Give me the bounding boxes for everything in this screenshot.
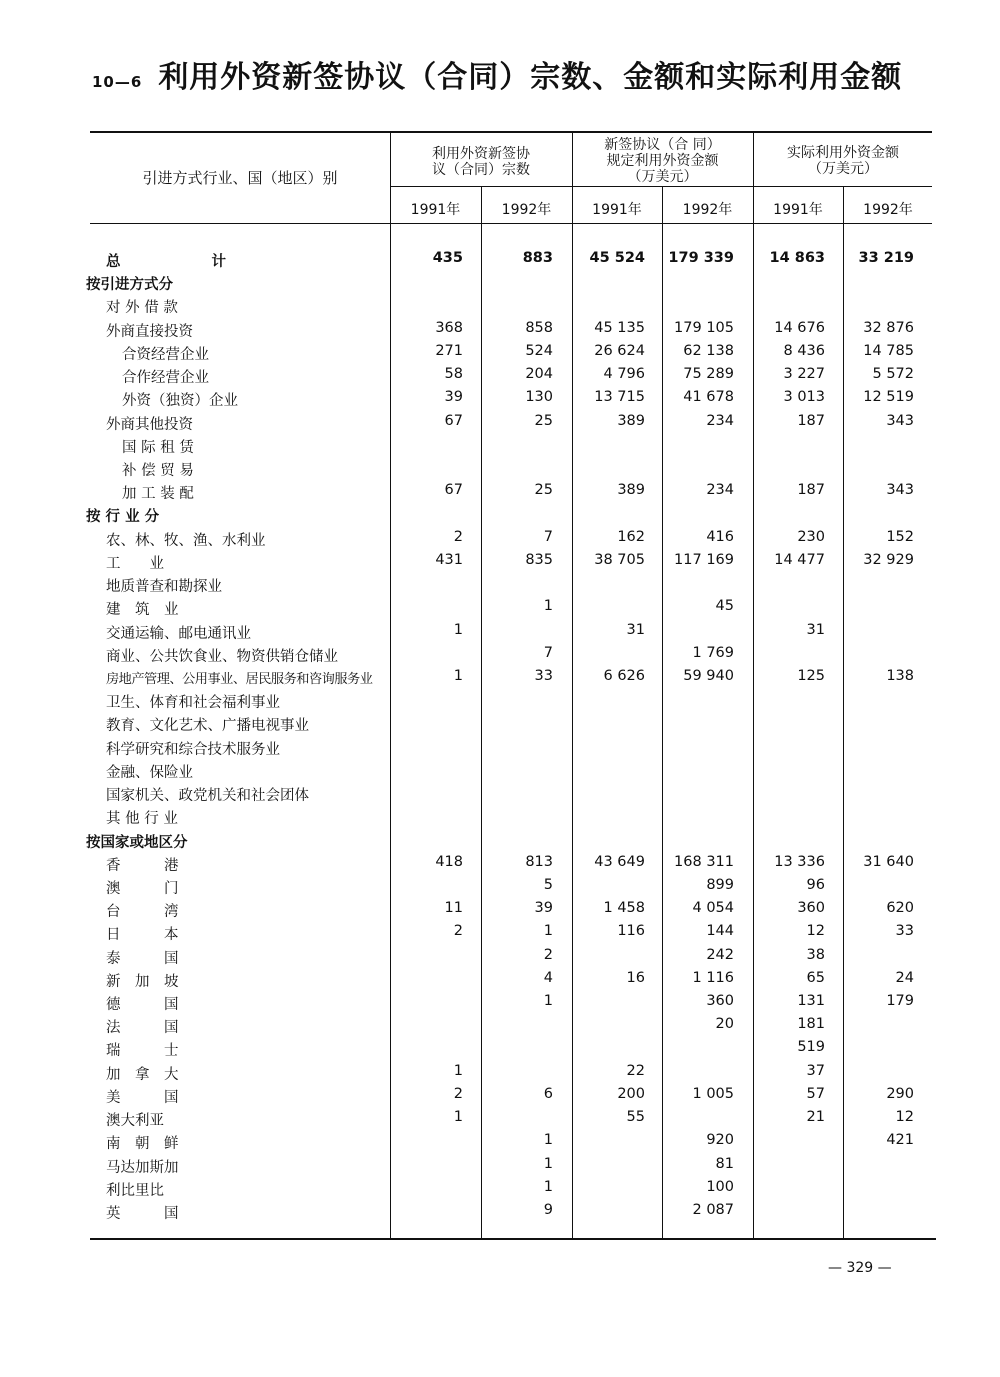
- table-cell: 38 705: [594, 551, 645, 568]
- row-label: 外资（独资）企业: [122, 393, 238, 410]
- row-label: 按国家或地区分: [86, 834, 188, 851]
- table-cell: 37: [806, 1062, 825, 1079]
- row-label: 国家机关、政党机关和社会团体: [106, 788, 309, 805]
- table-cell: 57: [806, 1085, 825, 1102]
- table-cell: 7: [543, 644, 553, 661]
- row-label: 科学研究和综合技术服务业: [106, 741, 280, 758]
- table-row: [0, 598, 1000, 621]
- table-cell: 179 339: [668, 250, 734, 266]
- table-row: [0, 575, 1000, 598]
- row-label: 台 湾: [106, 904, 179, 921]
- table-cell: 418: [435, 853, 463, 870]
- row-label: 利比里比: [106, 1182, 164, 1199]
- table-cell: 38: [806, 946, 825, 963]
- table-cell: 813: [525, 853, 553, 870]
- table-cell: 67: [444, 412, 463, 429]
- table-cell: 31: [626, 621, 645, 638]
- table-cell: 1: [453, 621, 463, 638]
- row-label: 农、林、牧、渔、水利业: [106, 532, 266, 549]
- table-cell: 389: [617, 412, 645, 429]
- table-row: [0, 854, 1000, 877]
- row-label: 建 筑 业: [106, 602, 179, 619]
- table-cell: 67: [444, 482, 463, 499]
- section-header-row: [0, 831, 1000, 854]
- table-cell: 835: [525, 551, 553, 568]
- section-header-row: [0, 273, 1000, 296]
- table-cell: 12: [895, 1109, 914, 1126]
- table-cell: 81: [715, 1155, 734, 1172]
- row-label: 新 加 坡: [106, 973, 179, 990]
- table-row: [0, 552, 1000, 575]
- year-header: 1991年: [410, 202, 461, 218]
- table-cell: 620: [886, 900, 914, 917]
- table-row: [0, 900, 1000, 923]
- table-cell: 1: [543, 993, 553, 1010]
- row-label: 法 国: [106, 1020, 179, 1037]
- table-cell: 4 796: [603, 366, 645, 383]
- row-label: 工 业: [106, 555, 164, 572]
- table-cell: 144: [706, 923, 734, 940]
- table-cell: 2: [453, 1085, 463, 1102]
- table-cell: 389: [617, 482, 645, 499]
- row-label: 英 国: [106, 1206, 179, 1223]
- row-label-part: 总: [106, 254, 121, 270]
- table-cell: 100: [706, 1178, 734, 1195]
- group-header-line: 利用外资新签协: [432, 146, 530, 162]
- table-cell: 62 138: [683, 342, 734, 359]
- table-cell: 1: [543, 598, 553, 615]
- table-cell: 162: [617, 528, 645, 545]
- table-cell: 2 087: [692, 1202, 734, 1219]
- table-cell: 33: [534, 667, 553, 684]
- table-cell: 16: [626, 969, 645, 986]
- table-cell: 45 524: [589, 250, 645, 266]
- year-header: 1991年: [773, 202, 823, 218]
- table-row: [0, 1202, 1000, 1225]
- table-cell: 2: [453, 528, 463, 545]
- table-cell: 1: [453, 1109, 463, 1126]
- table-row: [0, 436, 1000, 459]
- table-cell: 4: [543, 969, 553, 986]
- table-row: [0, 645, 1000, 668]
- row-label-header: 引进方式行业、国（地区）别: [142, 169, 338, 187]
- row-label: 香 港: [106, 857, 179, 874]
- section-header-row: [0, 505, 1000, 528]
- table-row: [0, 1179, 1000, 1202]
- table-cell: 435: [432, 250, 463, 266]
- row-label: 对 外 借 款: [106, 300, 178, 317]
- table-cell: 3 227: [783, 366, 825, 383]
- row-label: 泰 国: [106, 950, 179, 967]
- table-cell: 32 929: [863, 551, 914, 568]
- table-cell: 8 436: [783, 342, 825, 359]
- table-cell: 234: [706, 482, 734, 499]
- table-cell: 6: [543, 1085, 553, 1102]
- table-cell: 55: [626, 1109, 645, 1126]
- row-label: 南 朝 鲜: [106, 1136, 179, 1153]
- table-cell: 32 876: [863, 319, 914, 336]
- table-row: [0, 1063, 1000, 1086]
- table-cell: 899: [706, 876, 734, 893]
- table-cell: 368: [435, 319, 463, 336]
- row-label: 国 际 租 赁: [122, 439, 194, 456]
- row-label: 德 国: [106, 997, 179, 1014]
- table-row: [0, 668, 1000, 691]
- table-cell: 524: [525, 342, 553, 359]
- table-cell: 416: [706, 528, 734, 545]
- table-row: [0, 1132, 1000, 1155]
- table-row: [0, 1086, 1000, 1109]
- table-cell: 33: [895, 923, 914, 940]
- group-header-line: 规定利用外资金额: [606, 153, 719, 169]
- table-cell: 12 519: [863, 389, 914, 406]
- table-cell: 152: [886, 528, 914, 545]
- group-header-line: 新签协议（合 同）: [604, 137, 721, 153]
- table-cell: 13 715: [594, 389, 645, 406]
- table-cell: 242: [706, 946, 734, 963]
- table-cell: 5 572: [872, 366, 914, 383]
- table-cell: 43 649: [594, 853, 645, 870]
- table-cell: 1 769: [692, 644, 734, 661]
- table-cell: 1: [543, 923, 553, 940]
- table-cell: 179 105: [674, 319, 734, 336]
- group-header-line: （万美元）: [627, 169, 698, 185]
- table-row: [0, 366, 1000, 389]
- table-cell: 58: [444, 366, 463, 383]
- table-row: [0, 320, 1000, 343]
- row-label: 合资经营企业: [122, 346, 209, 363]
- table-cell: 421: [886, 1132, 914, 1149]
- table-row: [0, 947, 1000, 970]
- table-cell: 1 005: [692, 1085, 734, 1102]
- table-row: [0, 784, 1000, 807]
- table-cell: 125: [797, 667, 825, 684]
- table-cell: 21: [806, 1109, 825, 1126]
- table-cell: 138: [886, 667, 914, 684]
- year-header: 1992年: [501, 202, 552, 218]
- row-label: [106, 250, 226, 271]
- row-label: 加 拿 大: [106, 1066, 179, 1083]
- group-header-line: （万美元）: [808, 161, 878, 177]
- table-cell: 14 863: [769, 250, 825, 266]
- table-cell: 20: [715, 1016, 734, 1033]
- table-row: [0, 993, 1000, 1016]
- table-number: 10—6: [92, 73, 143, 91]
- table-cell: 1: [543, 1155, 553, 1172]
- table-cell: 131: [797, 993, 825, 1010]
- table-cell: 920: [706, 1132, 734, 1149]
- table-row: [0, 459, 1000, 482]
- table-cell: 168 311: [674, 853, 734, 870]
- row-label: 房地产管理、公用事业、居民服务和咨询服务业: [106, 671, 373, 687]
- group-header-line: 议（合同）宗数: [432, 162, 530, 178]
- table-cell: 24: [895, 969, 914, 986]
- table-cell: 204: [525, 366, 553, 383]
- table-cell: 179: [886, 993, 914, 1010]
- row-label: 教育、文化艺术、广播电视事业: [106, 718, 309, 735]
- year-header: 1991年: [592, 202, 642, 218]
- table-row: [0, 1016, 1000, 1039]
- row-label-part: 计: [211, 254, 226, 270]
- total-row: [0, 250, 1000, 273]
- table-cell: 45 135: [594, 319, 645, 336]
- row-label: 商业、公共饮食业、物资供销仓储业: [106, 648, 338, 665]
- row-label: 瑞 士: [106, 1043, 179, 1060]
- table-cell: 22: [626, 1062, 645, 1079]
- table-cell: 96: [806, 876, 825, 893]
- table-cell: 75 289: [683, 366, 734, 383]
- table-cell: 234: [706, 412, 734, 429]
- row-label: 卫生、体育和社会福利事业: [106, 695, 280, 712]
- table-cell: 31 640: [863, 853, 914, 870]
- row-label: 澳大利亚: [106, 1113, 164, 1130]
- table-cell: 1: [543, 1132, 553, 1149]
- table-cell: 4 054: [692, 900, 734, 917]
- table-row: [0, 691, 1000, 714]
- table-cell: 2: [543, 946, 553, 963]
- table-row: [0, 923, 1000, 946]
- row-label: 地质普查和勘探业: [106, 579, 222, 596]
- row-label: 美 国: [106, 1089, 179, 1106]
- table-cell: 39: [444, 389, 463, 406]
- table-row: [0, 296, 1000, 319]
- table-row: [0, 1109, 1000, 1132]
- row-label: 按引进方式分: [86, 277, 173, 294]
- table-row: [0, 482, 1000, 505]
- table-cell: 33 219: [858, 250, 914, 266]
- table-cell: 271: [435, 342, 463, 359]
- page-number: — 329 —: [828, 1260, 892, 1276]
- year-header: 1992年: [682, 202, 733, 218]
- table-cell: 1 458: [603, 900, 645, 917]
- row-label: 澳 门: [106, 880, 179, 897]
- table-row: [0, 738, 1000, 761]
- row-label: 其 他 行 业: [106, 811, 178, 828]
- table-cell: 13 336: [774, 853, 825, 870]
- table-row: [0, 1039, 1000, 1062]
- table-cell: 6 626: [603, 667, 645, 684]
- row-label: 交通运输、邮电通讯业: [106, 625, 251, 642]
- table-cell: 14 477: [774, 551, 825, 568]
- table-cell: 1 116: [692, 969, 734, 986]
- table-cell: 14 676: [774, 319, 825, 336]
- row-label: 外商其他投资: [106, 416, 193, 433]
- table-cell: 11: [444, 900, 463, 917]
- table-cell: 45: [715, 598, 734, 615]
- row-label: 日 本: [106, 927, 179, 944]
- table-cell: 1: [453, 1062, 463, 1079]
- table-cell: 130: [525, 389, 553, 406]
- table-row: [0, 807, 1000, 830]
- table-cell: 1: [453, 667, 463, 684]
- table-cell: 360: [706, 993, 734, 1010]
- table-cell: 117 169: [674, 551, 734, 568]
- table-cell: 181: [797, 1016, 825, 1033]
- table-cell: 2: [453, 923, 463, 940]
- table-row: [0, 1156, 1000, 1179]
- table-row: [0, 529, 1000, 552]
- table-cell: 9: [543, 1202, 553, 1219]
- table-cell: 343: [886, 482, 914, 499]
- table-cell: 41 678: [683, 389, 734, 406]
- table-row: [0, 761, 1000, 784]
- table-cell: 187: [797, 412, 825, 429]
- table-cell: 12: [806, 923, 825, 940]
- table-title-text: 利用外资新签协议（合同）宗数、金额和实际利用金额: [158, 60, 903, 95]
- table-row: [0, 714, 1000, 737]
- table-cell: 1: [543, 1178, 553, 1195]
- table-cell: 290: [886, 1085, 914, 1102]
- table-row: [0, 877, 1000, 900]
- table-cell: 431: [435, 551, 463, 568]
- table-row: [0, 622, 1000, 645]
- group-header-line: 实际利用外资金额: [787, 145, 899, 161]
- table-row: [0, 413, 1000, 436]
- table-cell: 31: [806, 621, 825, 638]
- table-cell: 59 940: [683, 667, 734, 684]
- row-label: 按 行 业 分: [86, 509, 160, 526]
- table-cell: 25: [534, 482, 553, 499]
- table-cell: 3 013: [783, 389, 825, 406]
- table-cell: 25: [534, 412, 553, 429]
- table-cell: 858: [525, 319, 553, 336]
- row-label: 外商直接投资: [106, 323, 193, 340]
- table-cell: 187: [797, 482, 825, 499]
- table-cell: 116: [617, 923, 645, 940]
- table-cell: 360: [797, 900, 825, 917]
- row-label: 加 工 装 配: [122, 486, 194, 503]
- year-header: 1992年: [863, 202, 913, 218]
- table-row: [0, 343, 1000, 366]
- table-cell: 5: [543, 876, 553, 893]
- table-cell: 200: [617, 1085, 645, 1102]
- table-cell: 14 785: [863, 342, 914, 359]
- row-label: 合作经营企业: [122, 370, 209, 387]
- table-cell: 26 624: [594, 342, 645, 359]
- table-row: [0, 970, 1000, 993]
- table-cell: 39: [534, 900, 553, 917]
- row-label: 马达加斯加: [106, 1159, 179, 1176]
- table-cell: 7: [543, 528, 553, 545]
- row-label: 补 偿 贸 易: [122, 462, 194, 479]
- table-cell: 883: [522, 250, 553, 266]
- table-row: [0, 389, 1000, 412]
- row-label: 金融、保险业: [106, 764, 193, 781]
- table-cell: 519: [797, 1039, 825, 1056]
- table-cell: 65: [806, 969, 825, 986]
- table-cell: 230: [797, 528, 825, 545]
- table-cell: 343: [886, 412, 914, 429]
